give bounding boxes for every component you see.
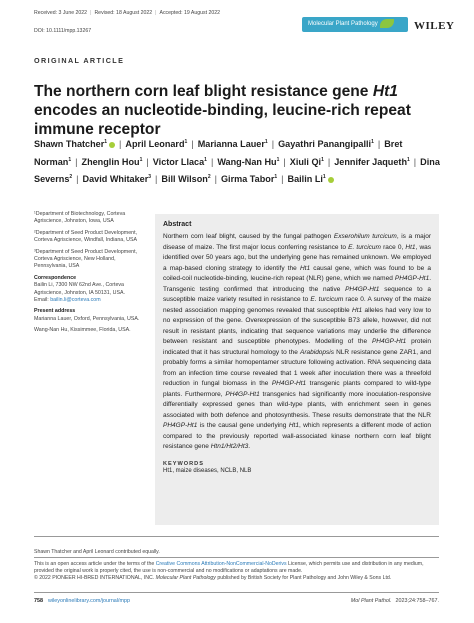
author-name[interactable]: Bailin Li$^1$ bbox=[288, 174, 334, 184]
affiliations-column bbox=[34, 211, 146, 339]
revised-date: Revised: 18 August 2022 bbox=[94, 10, 153, 16]
journal-logo bbox=[302, 17, 408, 32]
journal-name: Molecular Plant Pathology bbox=[308, 21, 378, 27]
abstract-box bbox=[155, 214, 439, 525]
journal-abbrev: Mol Plant Pathol. bbox=[350, 598, 392, 604]
author-name[interactable]: Girma Tabor$^1$ bbox=[220, 174, 278, 185]
separator: | bbox=[155, 174, 158, 185]
author-name[interactable]: Dina Severns$^2$ bbox=[34, 156, 440, 185]
separator: | bbox=[281, 174, 284, 185]
page-number: 758 bbox=[34, 598, 43, 604]
license-text: This is an open access article under the terms of the Creative Commons Attribution-NonCommercial-NoDerivs License, which permits use and distribution in any medium, provided the original work is properly cited, the use is non-commercial and no modifications or adaptations are made. © 2022 PIONEER HI-BRED INTERNATIONAL, INC. Molecular Plant Pathology published by British Society for Plant Pathology and John Wiley & Sons Ltd. bbox=[34, 561, 424, 582]
correspondence-text: Bailin Li, 7300 NW 62nd Ave., Corteva Agriscience, Johnston, IA 50131, USA. Email: bailin.li@corteva.com bbox=[34, 282, 125, 304]
separator: | bbox=[146, 156, 149, 167]
author-name[interactable]: Wang-Nan Hu$^1$ bbox=[217, 156, 280, 167]
separator: | bbox=[75, 156, 78, 167]
article-dates: Received: 3 June 2022 | Revised: 18 August 2022 | Accepted: 19 August 2022 bbox=[34, 10, 221, 16]
email-link[interactable]: bailin.li@corteva.com bbox=[50, 297, 101, 304]
author-name[interactable]: April Leonard$^1$ bbox=[125, 139, 188, 150]
accepted-date: Accepted: 19 August 2022 bbox=[159, 10, 221, 16]
affiliation-1: ¹Department of Biotechnology, Corteva Agriscience, Johnston, Iowa, USA bbox=[34, 211, 126, 225]
separator: | bbox=[191, 139, 194, 150]
separator: | bbox=[76, 174, 79, 185]
affiliation-2: ²Department of Seed Product Development, Corteva Agriscience, Windfall, Indiana, USA bbox=[34, 229, 138, 244]
license-link[interactable]: Creative Commons Attribution-NonCommercial-NoDerivs bbox=[155, 561, 287, 567]
separator: | bbox=[327, 156, 331, 167]
received-date: Received: 3 June 2022 bbox=[34, 10, 88, 16]
author-name[interactable]: Xiuli Qi$^1$ bbox=[289, 156, 324, 167]
separator: | bbox=[377, 139, 381, 150]
leaf-icon bbox=[380, 19, 394, 28]
abstract-text: Northern corn leaf blight, caused by the fungal pathogen Exserohilum turcicum, is a major disease of maize. The first major locus conferring resistance to E. turcicum race 0, Ht1, was identified over 50 years ago, but the underlying gene has remained unknown. We employed a map-based cloning strategy to identify the Ht1 causal gene, which was found to be a coiled-coil nucleotide-binding, leucine-rich repeat (NLR) gene, which we named PH4GP-Ht1. Transgenic testing confirmed that introducing the native PH4GP-Ht1 sequence to a susceptible maize variety resulted in resistance to E. turcicum race 0. A survey of the maize nested association mapping genomes revealed that susceptible Ht1 alleles had very low to no expression of the gene. Overexpression of the susceptible B73 allele, however, did not result in resistant plants, indicating that sequence variations may underlie the difference between resistant and susceptible phenotypes. Modelling of the PH4GP-Ht1 protein indicated that it has structural homology to the Arabidopsis NLR resistance gene ZAR1, and probably forms a similar homopentamer structure following activation. RNA sequencing data from an infection time course revealed that 1 week after inoculation there was a threefold reduction in fungal biomass in the PH4GP-Ht1 transgenic plants compared to wild-type plants. Furthermore, PH4GP-Ht1 transgenics had significantly more inoculation-responsive differentially expressed genes than wild-type plants, with enrichment seen in genes associated with both defence and photosynthesis. These results demonstrate that the NLR PH4GP-Ht1 is the causal gene underlying Ht1, which represents a different mode of action compared to the previously reported wall-associated kinase northern corn leaf blight resistance gene Htn1/Ht2/Ht3. bbox=[163, 233, 432, 450]
author-name[interactable]: David Whitaker$^3$ bbox=[82, 174, 152, 185]
article-type: ORIGINAL ARTICLE bbox=[34, 56, 125, 65]
separator: | bbox=[119, 139, 122, 150]
footer-left bbox=[34, 598, 130, 604]
separator: | bbox=[210, 156, 214, 167]
doi[interactable]: DOI: 10.1111/mpp.13267 bbox=[34, 28, 92, 34]
separator: | bbox=[283, 156, 286, 167]
separator: | bbox=[413, 156, 417, 167]
footer-citation bbox=[351, 598, 439, 604]
divider bbox=[34, 557, 439, 558]
orcid-icon[interactable] bbox=[109, 142, 115, 148]
journal-url[interactable]: wileyonlinelibrary.com/journal/mpp bbox=[48, 598, 130, 604]
author-name[interactable]: Gayathri Panangipalli$^1$ bbox=[278, 139, 374, 150]
author-name[interactable]: Bret Norman$^1$ bbox=[34, 139, 403, 167]
orcid-icon[interactable] bbox=[328, 177, 334, 183]
author-name[interactable]: Bill Wilson$^2$ bbox=[161, 174, 211, 185]
author-name[interactable]: Shawn Thatcher$^1$ bbox=[34, 139, 115, 149]
divider bbox=[34, 536, 439, 537]
keywords: Ht1, maize diseases, NCLB, NLB bbox=[163, 467, 252, 474]
author-list bbox=[34, 135, 444, 188]
equal-contribution-note: Shawn Thatcher and April Leonard contributed equally. bbox=[34, 549, 160, 555]
author-name[interactable]: Jennifer Jaqueth$^1$ bbox=[334, 156, 410, 167]
correspondence-heading: Correspondence bbox=[34, 274, 77, 281]
present-address-1: Marianna Lauer, Oxford, Pennsylvania, USA. bbox=[34, 315, 140, 322]
author-name[interactable]: Marianna Lauer$^1$ bbox=[197, 139, 268, 150]
citation: 2023;24:758–767. bbox=[395, 598, 439, 604]
divider bbox=[34, 592, 439, 593]
affiliation-3: ³Department of Seed Product Development, Corteva Agriscience, New Holland, Pennsylvania, USA bbox=[34, 248, 138, 270]
article-title: The northern corn leaf blight resistance gene Ht1 encodes an nucleotide-binding, leucine-rich repeat immune receptor bbox=[34, 83, 411, 138]
keywords-heading: KEYWORDS bbox=[163, 460, 204, 467]
separator: | bbox=[214, 174, 217, 185]
abstract-heading: Abstract bbox=[163, 221, 192, 228]
author-name[interactable]: Zhenglin Hou$^1$ bbox=[81, 156, 143, 167]
author-name[interactable]: Victor Llaca$^1$ bbox=[152, 156, 207, 167]
publisher-logo: WILEY bbox=[414, 20, 455, 32]
present-address-2: Wang-Nan Hu, Kissimmee, Florida, USA. bbox=[34, 327, 131, 334]
separator: | bbox=[271, 139, 275, 150]
present-address-heading: Present address bbox=[34, 308, 76, 315]
copyright: © 2022 PIONEER HI-BRED INTERNATIONAL, INC. Molecular Plant Pathology published by British Society for Plant Pathology and John Wiley & Sons Ltd. bbox=[34, 575, 392, 582]
